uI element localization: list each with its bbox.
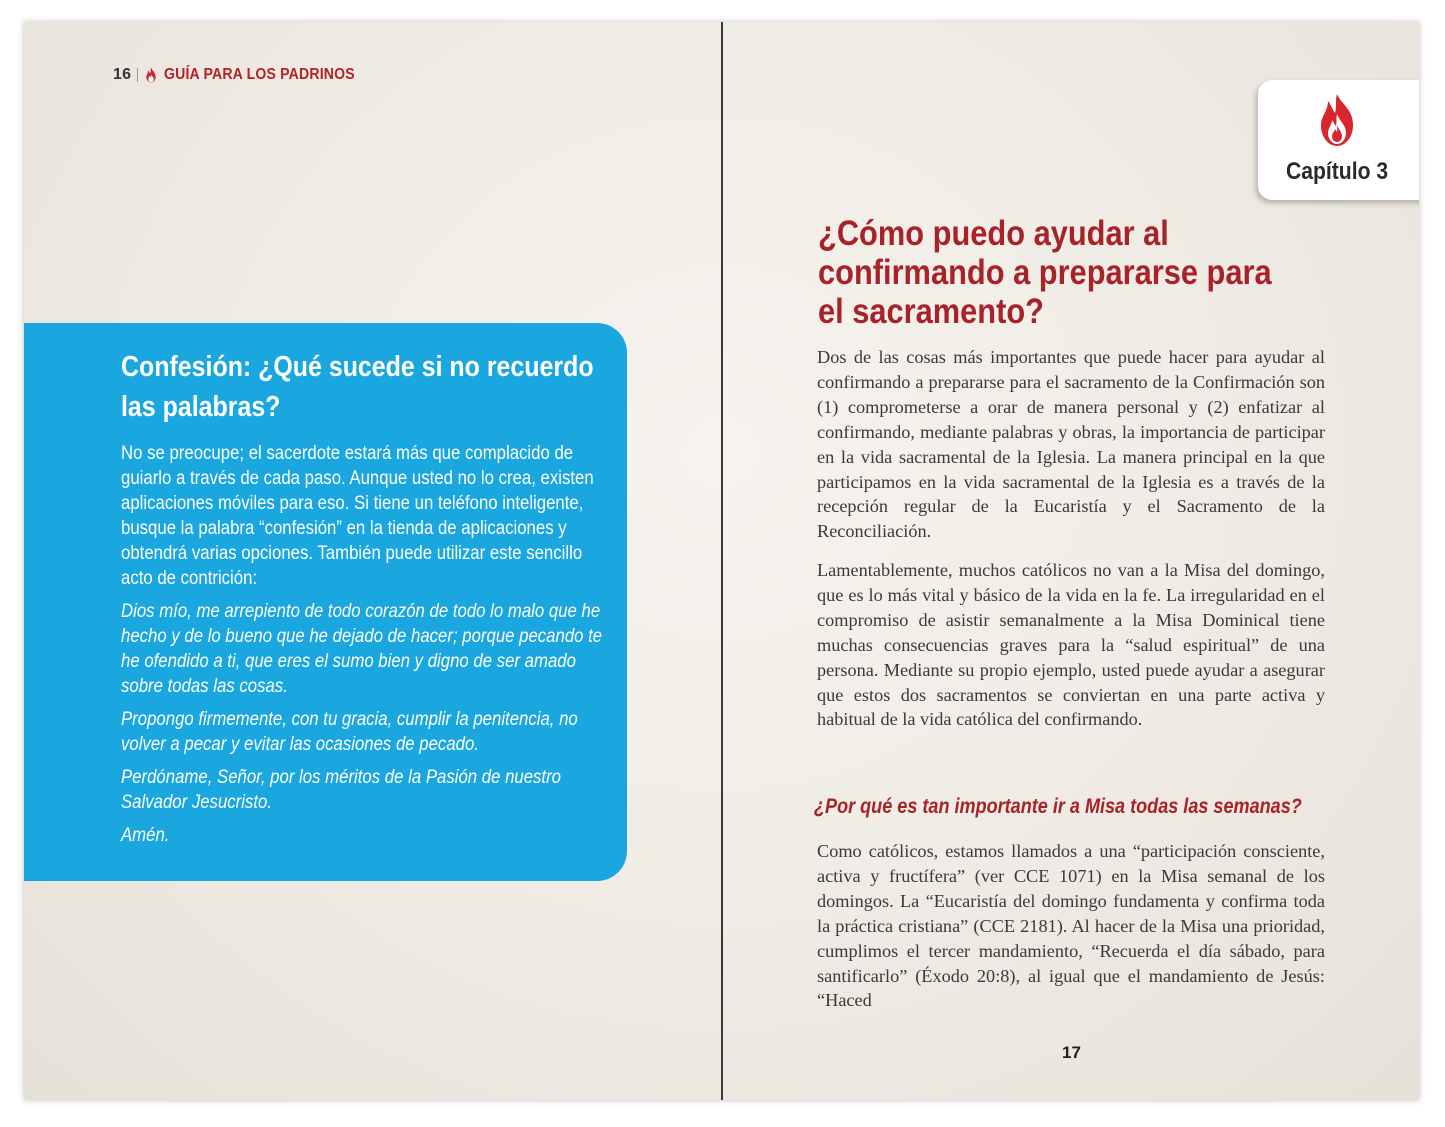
- prayer-line-1: Dios mío, me arrepiento de todo corazón de todo lo malo que he hecho y de lo bueno que he dejado de hacer; porque pecando te he ofendido a ti, que eres el sumo bien y digno de ser amado sobre todas las cosas.: [121, 600, 603, 697]
- chapter-label: Capítulo 3: [1286, 158, 1389, 185]
- body-paragraph-1: Dos de las cosas más importantes que puede hacer para ayudar al confirmando a prepararse para el sacramento de la Confirmación son (1) comprometerse a orar de manera personal y (2) enfatizar al confirmando, mediante palabras y obras, la importancia de participar en la vida sacramental de la Iglesia. La manera principal en la que participamos en la vida sacramental de la Iglesia es a través de la recepción regular de la Eucaristía y el Sacramento de la Reconciliación.: [817, 347, 1325, 542]
- page-title: ¿Cómo puedo ayudar al confirmando a prepararse para el sacramento?: [818, 214, 1272, 331]
- confession-sidebar-box: [24, 323, 627, 881]
- running-head: [113, 66, 381, 84]
- book-spine: [721, 22, 723, 1100]
- page-number-left: 16: [113, 66, 132, 83]
- flame-icon: [144, 67, 158, 83]
- prayer-line-3: Perdóname, Señor, por los méritos de la Pasión de nuestro Salvador Jesucristo.: [121, 766, 562, 813]
- page-number-right: 17: [1062, 1043, 1081, 1062]
- flame-icon: [1315, 92, 1359, 148]
- chapter-tab: [1258, 80, 1419, 200]
- running-title: GUÍA PARA LOS PADRINOS: [164, 66, 356, 83]
- box-title: Confesión: ¿Qué sucede si no recuerdo las palabras?: [121, 351, 594, 423]
- body-paragraph-3: Como católicos, estamos llamados a una “participación consciente, activa y fructífera” (ver CCE 1071) en la Misa semanal de los domingos. La “Eucaristía del domingo fundamenta y confirma toda la práctica cristiana” (CCE 2181). Al hacer de la Misa una prioridad, cumplimos el tercer mandamiento, “Recuerda el día sábado, para santificarlo” (Éxodo 20:8), al igual que el mandamiento de Jesús: “Haced: [817, 841, 1325, 1011]
- body-paragraph-2: Lamentablemente, muchos católicos no van a la Misa del domingo, que es lo más vital y básico de la vida en la fe. La irregularidad en el compromiso de asistir semanalmente a la Misa Dominical tiene muchas consecuencias graves para la “salud espiritual” de una persona. Mediante su propio ejemplo, usted puede ayudar a asegurar que estos dos sacramentos se conviertan en una parte activa y habitual de la vida católica del confirmando.: [817, 560, 1325, 730]
- subheading: ¿Por qué es tan importante ir a Misa todas las semanas?: [814, 795, 1302, 818]
- prayer-line-4: Amén.: [121, 824, 170, 846]
- book-spread: [24, 22, 1419, 1100]
- header-divider: [137, 68, 138, 82]
- prayer-line-2: Propongo firmemente, con tu gracia, cumplir la penitencia, no volver a pecar y evitar las ocasiones de pecado.: [121, 708, 578, 755]
- box-paragraph: No se preocupe; el sacerdote estará más que complacido de guiarlo a través de cada paso. Aunque usted no lo crea, existen aplicaciones móviles para eso. Si tiene un teléfono inteligente, busque la palabra “confesión” en la tienda de aplicaciones y obtendrá varias opciones. También puede utilizar este sencillo acto de contrición:: [121, 442, 594, 589]
